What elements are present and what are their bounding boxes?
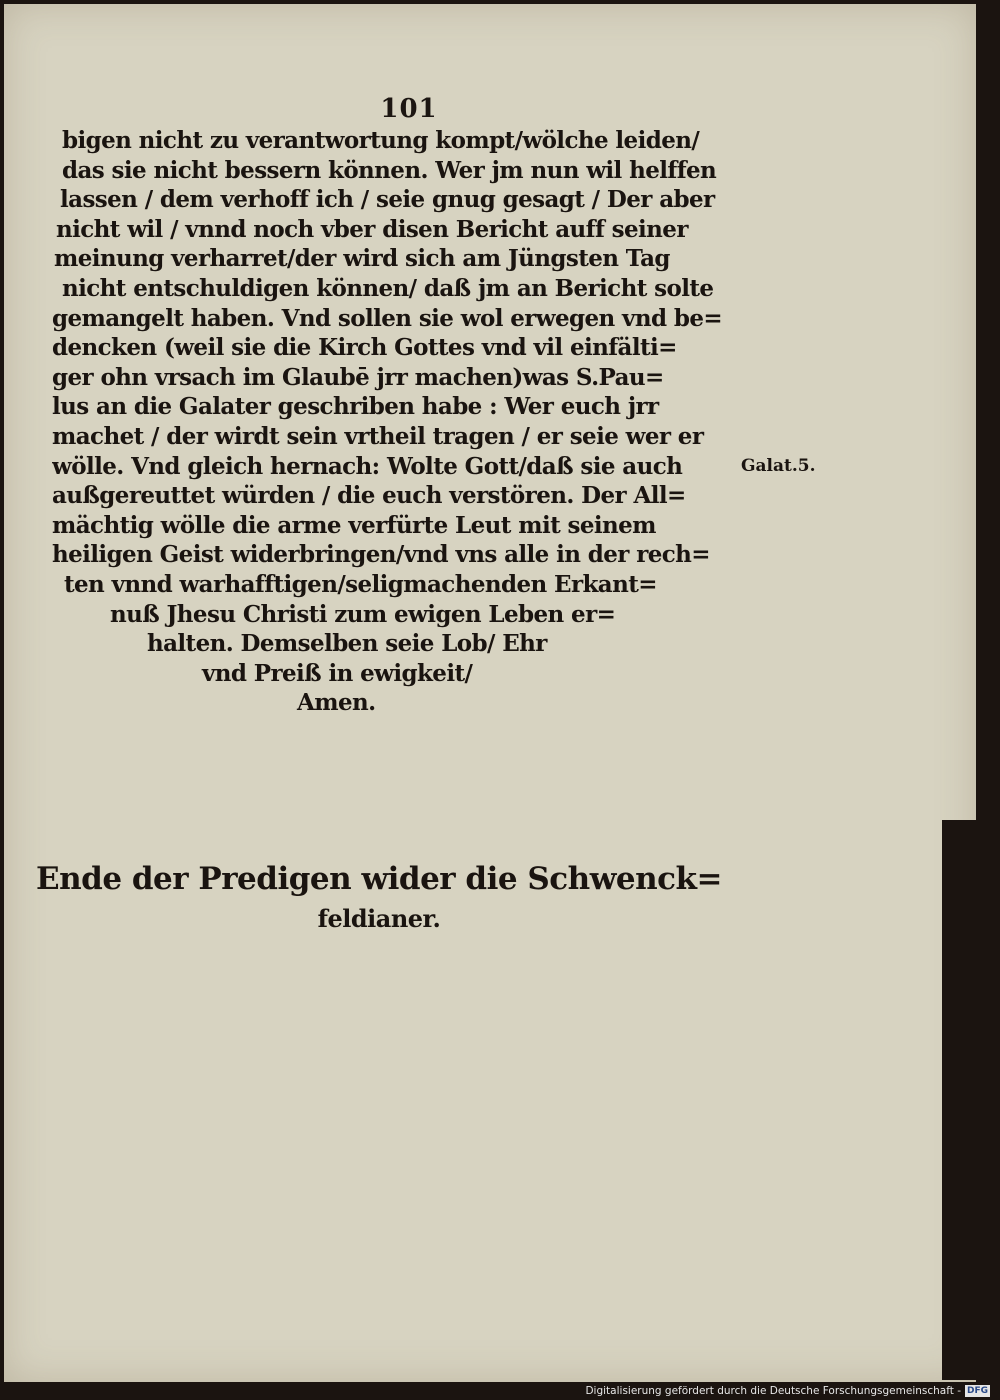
text-line: meinung verharret/der wird sich am Jüngsten Tag [54, 245, 670, 273]
ending-title-line: feldianer. [317, 904, 441, 933]
text-line: lus an die Galater geschriben habe : Wer euch jrr [52, 393, 659, 421]
book-page [4, 4, 976, 1382]
text-line: ten vnnd warhafftigen/seligmachenden Erkant= [64, 570, 657, 598]
text-line: mächtig wölle die arme verfürte Leut mit seinem [52, 511, 656, 539]
sermon-text-block [52, 126, 752, 718]
text-line: Amen. [297, 689, 376, 717]
text-line: vnd Preiß in ewigkeit/ [202, 659, 473, 687]
text-line: halten. Demselben seie Lob/ Ehr [147, 630, 547, 658]
page-number: 101 [380, 94, 438, 124]
text-line: außgereuttet würden / die euch verstören. Der All= [52, 482, 686, 510]
scan-background-edge [942, 820, 976, 1380]
text-line: ger ohn vrsach im Glaubē jrr machen)was S.Pau= [52, 363, 664, 391]
ending-title-line: Ende der Predigen wider die Schwenck= [36, 861, 722, 897]
text-line: lassen / dem verhoff ich / seie gnug gesagt / Der aber [60, 186, 715, 214]
text-line: das sie nicht bessern können. Wer jm nun wil helffen [62, 156, 717, 184]
text-line: nicht entschuldigen können/ daß jm an Bericht solte [62, 274, 714, 302]
dfg-logo-icon: DFG [966, 1386, 988, 1396]
text-line: bigen nicht zu verantwortung kompt/wölche leiden/ [62, 127, 700, 154]
text-line: nuß Jhesu Christi zum ewigen Leben er= [110, 600, 616, 628]
digitization-credit [585, 1385, 990, 1397]
text-line: nicht wil / vnnd noch vber disen Bericht auff seiner [56, 215, 688, 243]
margin-note: Galat.5. [741, 456, 816, 476]
text-line: dencken (weil sie die Kirch Gottes vnd vil einfälti= [52, 334, 677, 362]
text-line: heiligen Geist widerbringen/vnd vns alle in der rech= [52, 541, 710, 569]
credit-text: Digitalisierung gefördert durch die Deutsche Forschungsgemeinschaft - [585, 1385, 961, 1397]
text-line: machet / der wirdt sein vrtheil tragen / er seie wer er [52, 422, 704, 450]
text-line: gemangelt haben. Vnd sollen sie wol erwegen vnd be= [52, 304, 723, 332]
ending-title [4, 859, 754, 939]
text-line: wölle. Vnd gleich hernach: Wolte Gott/daß sie auch [52, 452, 683, 480]
